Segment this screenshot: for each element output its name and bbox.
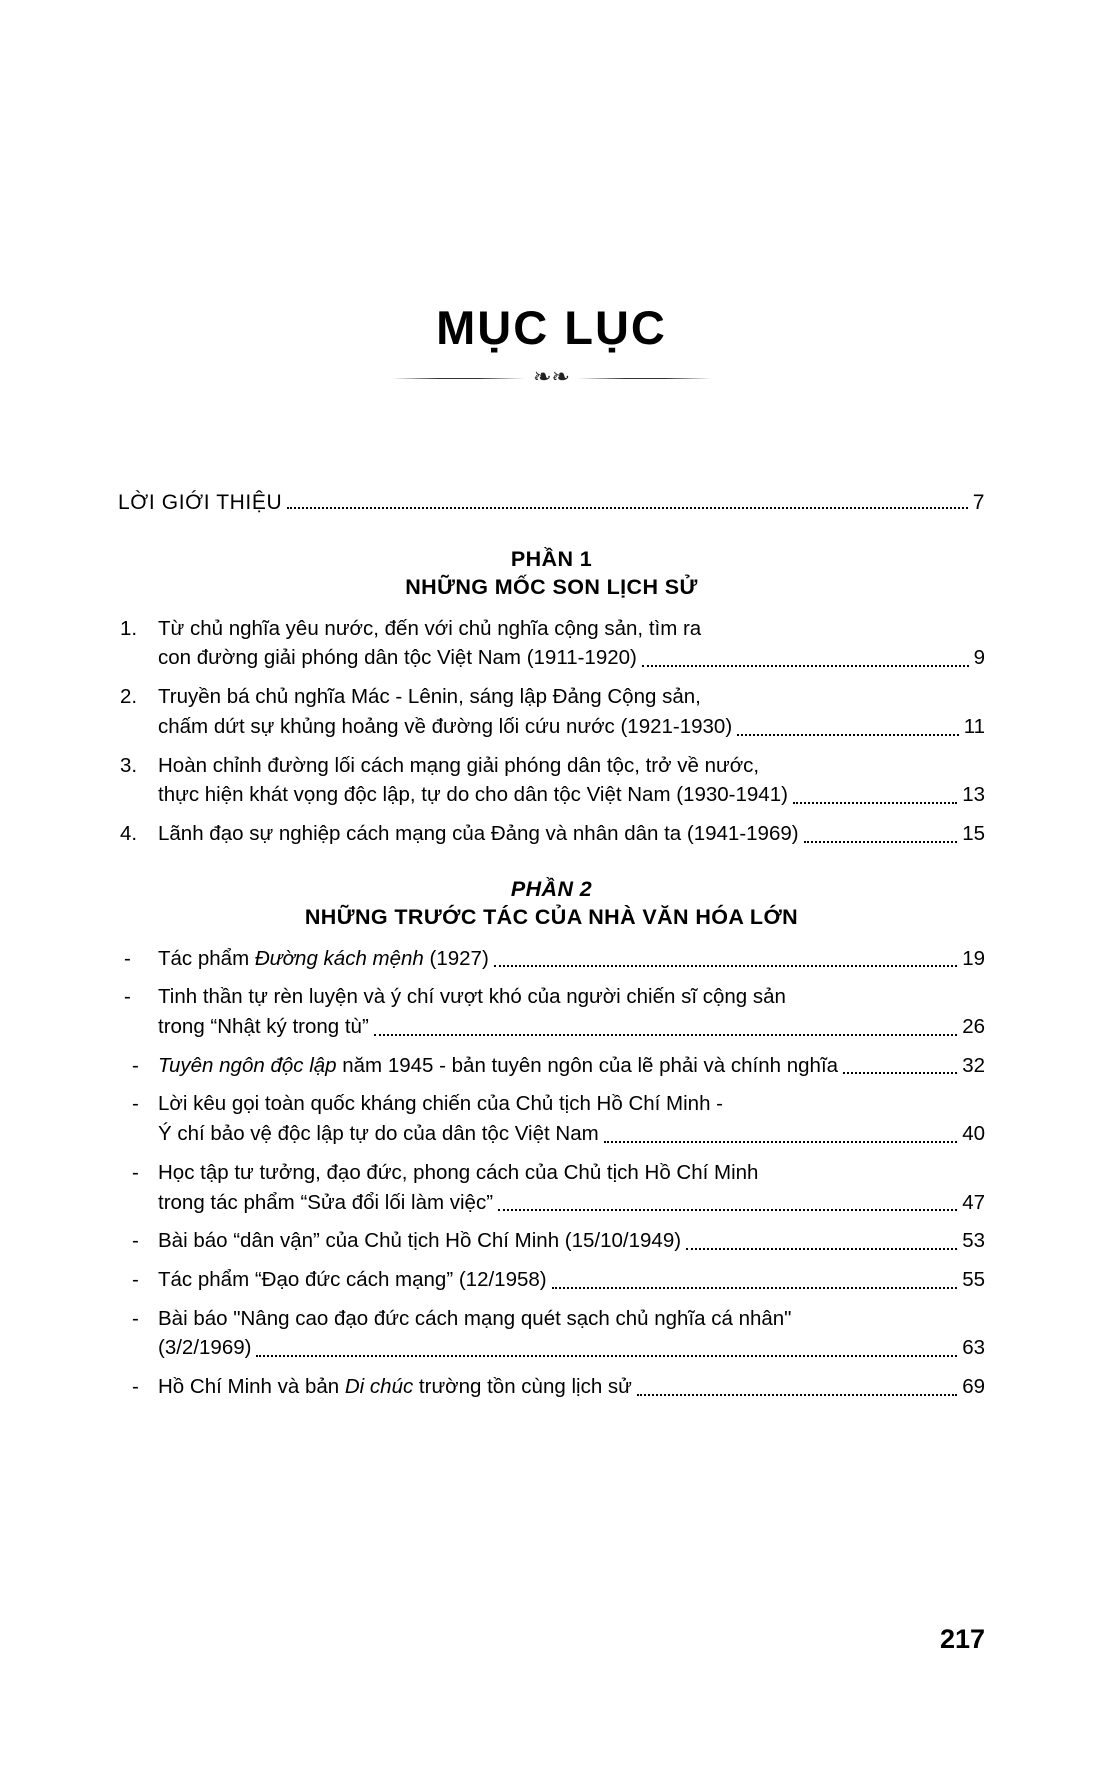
toc-entry-body	[158, 1265, 985, 1295]
toc-entry-line-with-page	[158, 780, 985, 810]
dot-leader	[498, 1208, 957, 1211]
part-heading	[118, 545, 985, 602]
toc-entry-marker: -	[132, 1229, 139, 1253]
dot-leader	[843, 1071, 957, 1074]
toc-entry-line-with-page	[158, 1012, 985, 1042]
ornament-divider	[392, 365, 712, 391]
toc-entry-label: Lãnh đạo sự nghiệp cách mạng của Đảng và nhân dân ta (1941-1969)	[158, 822, 799, 846]
toc-entry-page: 7	[972, 491, 985, 514]
table-of-contents	[118, 491, 985, 1402]
toc-entry-body	[158, 682, 985, 741]
part-heading-title: NHỮNG MỐC SON LỊCH SỬ	[405, 575, 698, 600]
toc-entry-marker: 3.	[120, 753, 138, 777]
dot-leader	[642, 664, 969, 667]
toc-entry-marker: -	[132, 1092, 139, 1116]
toc-entry-label: LỜI GIỚI THIỆU	[118, 491, 283, 514]
toc-entry-body	[158, 982, 985, 1041]
toc-entry-body	[158, 751, 985, 810]
toc-entry-marker: -	[132, 1160, 139, 1184]
dot-leader	[604, 1140, 957, 1143]
toc-entry-marker: -	[132, 1268, 139, 1291]
toc-entry-page: 47	[962, 1190, 985, 1214]
toc-entry-line: Từ chủ nghĩa yêu nước, đến với chủ nghĩa cộng sản, tìm ra	[158, 616, 702, 640]
toc-entry-label: Tác phẩm “Đạo đức cách mạng” (12/1958)	[158, 1268, 547, 1291]
toc-entry-label	[158, 1051, 838, 1081]
toc-entry-line-with-page	[158, 1051, 985, 1081]
dot-leader	[686, 1247, 957, 1250]
toc-entry[interactable]	[118, 751, 985, 810]
toc-entry-page: 53	[962, 1229, 985, 1253]
ornament-rule-right	[578, 378, 712, 379]
toc-entry-marker: -	[132, 1053, 139, 1077]
page-number: 217	[939, 1624, 985, 1654]
toc-entry-line-with-page	[158, 1226, 985, 1256]
toc-entry-label-post: năm 1945 - bản tuyên ngôn của lẽ phải và chính nghĩa	[336, 1053, 839, 1077]
toc-entry-line-with-page	[158, 1119, 985, 1149]
toc-entry-label: Ý chí bảo vệ độc lập tự do của dân tộc Việt Nam	[158, 1122, 599, 1146]
toc-entry-body	[158, 1304, 985, 1363]
dot-leader	[287, 506, 968, 509]
toc-entry[interactable]	[118, 819, 985, 849]
toc-entry-line: Lời kêu gọi toàn quốc kháng chiến của Chủ tịch Hồ Chí Minh -	[158, 1092, 723, 1116]
toc-entry[interactable]	[118, 682, 985, 741]
toc-entry-line: Bài báo "Nâng cao đạo đức cách mạng quét sạch chủ nghĩa cá nhân"	[158, 1306, 792, 1330]
toc-entry-line: Học tập tư tưởng, đạo đức, phong cách của Chủ tịch Hồ Chí Minh	[158, 1160, 759, 1184]
part-heading-number: PHẦN 2	[510, 876, 593, 901]
dot-leader	[737, 733, 959, 736]
toc-entry-work-title: Đường kách mệnh	[254, 946, 424, 970]
toc-entry-line: Tinh thần tự rèn luyện và ý chí vượt khó của người chiến sĩ cộng sản	[158, 985, 786, 1009]
toc-entry-body	[158, 1089, 985, 1148]
toc-entry-body	[158, 1158, 985, 1217]
toc-entry-body	[158, 944, 985, 974]
toc-entry-marker: -	[124, 985, 131, 1009]
toc-entry-work-title: Tuyên ngôn độc lập	[158, 1053, 337, 1077]
toc-entry[interactable]	[118, 614, 985, 673]
toc-entry-marker: 2.	[120, 685, 138, 709]
toc-entry-page: 40	[962, 1122, 985, 1146]
toc-entry-label: Bài báo “dân vận” của Chủ tịch Hồ Chí Minh (15/10/1949)	[158, 1229, 682, 1253]
toc-entry-page: 55	[962, 1268, 985, 1291]
toc-entry-line-with-page	[158, 1372, 985, 1402]
toc-entry-page: 13	[962, 783, 985, 807]
toc-entry-marker: -	[132, 1375, 139, 1399]
toc-entry-line-with-page	[158, 819, 985, 849]
toc-entry[interactable]	[118, 1089, 985, 1148]
toc-entry[interactable]	[118, 1051, 985, 1081]
toc-entry-label-post: (1927)	[423, 946, 489, 970]
toc-entry-line-with-page	[158, 712, 985, 742]
toc-entry-label: (3/2/1969)	[158, 1336, 252, 1360]
toc-entry-label: chấm dứt sự khủng hoảng về đường lối cứu nước (1921-1930)	[158, 714, 733, 738]
toc-entry-line-with-page	[158, 643, 985, 673]
toc-entry-page: 9	[973, 646, 985, 670]
toc-entry[interactable]	[118, 1158, 985, 1217]
toc-entry-page: 19	[962, 946, 985, 970]
dot-leader	[793, 801, 957, 804]
toc-entry[interactable]	[118, 1304, 985, 1363]
toc-entry-page: 11	[963, 714, 985, 738]
dot-leader	[256, 1354, 957, 1357]
toc-entry-marker: -	[124, 946, 131, 970]
toc-entry[interactable]	[118, 944, 985, 974]
toc-entry-marker: 4.	[120, 822, 138, 846]
toc-parts	[118, 545, 985, 1402]
toc-entry-page: 63	[962, 1336, 985, 1360]
toc-entry-label: con đường giải phóng dân tộc Việt Nam (1911-1920)	[158, 646, 637, 670]
toc-entry-body	[158, 1226, 985, 1256]
dot-leader	[494, 964, 957, 967]
toc-entry-page: 15	[962, 822, 985, 846]
toc-entry-marker: -	[132, 1306, 139, 1330]
page-title: MỤC LỤC	[436, 301, 667, 354]
toc-entry-label: trong “Nhật ký trong tù”	[158, 1014, 369, 1038]
toc-entry-intro[interactable]	[118, 491, 985, 515]
ornament-flourish-icon: ❧❧	[533, 365, 570, 390]
toc-entry-label-post: trường tồn cùng lịch sử	[413, 1375, 632, 1399]
toc-entry-label	[158, 1372, 632, 1402]
ornament-rule-left	[392, 378, 526, 379]
toc-entry-work-title: Di chúc	[344, 1375, 414, 1399]
toc-entry-label-pre: Hồ Chí Minh và bản	[158, 1375, 345, 1399]
toc-entry-line: Truyền bá chủ nghĩa Mác - Lênin, sáng lập Đảng Cộng sản,	[158, 685, 701, 709]
toc-entry[interactable]	[118, 1372, 985, 1402]
toc-entry-marker: 1.	[120, 616, 138, 640]
toc-entry-page: 26	[962, 1014, 985, 1038]
toc-entry-label: thực hiện khát vọng độc lập, tự do cho dân tộc Việt Nam (1930-1941)	[158, 783, 788, 807]
part-heading-title: NHỮNG TRƯỚC TÁC CỦA NHÀ VĂN HÓA LỚN	[304, 905, 799, 930]
toc-entry-label-pre: Tác phẩm	[158, 946, 255, 970]
toc-entry-body	[158, 1372, 985, 1402]
toc-entry-page: 32	[962, 1053, 985, 1077]
toc-entry-line-with-page	[158, 1188, 985, 1218]
part-heading	[118, 875, 985, 932]
toc-entry-line-with-page	[158, 944, 985, 974]
toc-entry-body	[158, 1051, 985, 1081]
toc-entry[interactable]	[118, 1226, 985, 1256]
dot-leader	[637, 1393, 957, 1396]
toc-entry-line-with-page	[158, 1333, 985, 1363]
toc-entry-body	[158, 614, 985, 673]
toc-entry-line-with-page	[158, 1265, 985, 1295]
dot-leader	[804, 840, 958, 843]
dot-leader	[374, 1033, 957, 1036]
toc-entry-page: 69	[962, 1375, 985, 1399]
part-heading-number: PHẦN 1	[510, 547, 593, 571]
toc-entry-body	[158, 819, 985, 849]
toc-entry-line: Hoàn chỉnh đường lối cách mạng giải phóng dân tộc, trở về nước,	[158, 753, 760, 777]
toc-entry-label	[158, 944, 489, 974]
toc-entry[interactable]	[118, 982, 985, 1041]
dot-leader	[552, 1286, 958, 1289]
toc-entry[interactable]	[118, 1265, 985, 1295]
toc-entry-label: trong tác phẩm “Sửa đổi lối làm việc”	[158, 1190, 494, 1214]
